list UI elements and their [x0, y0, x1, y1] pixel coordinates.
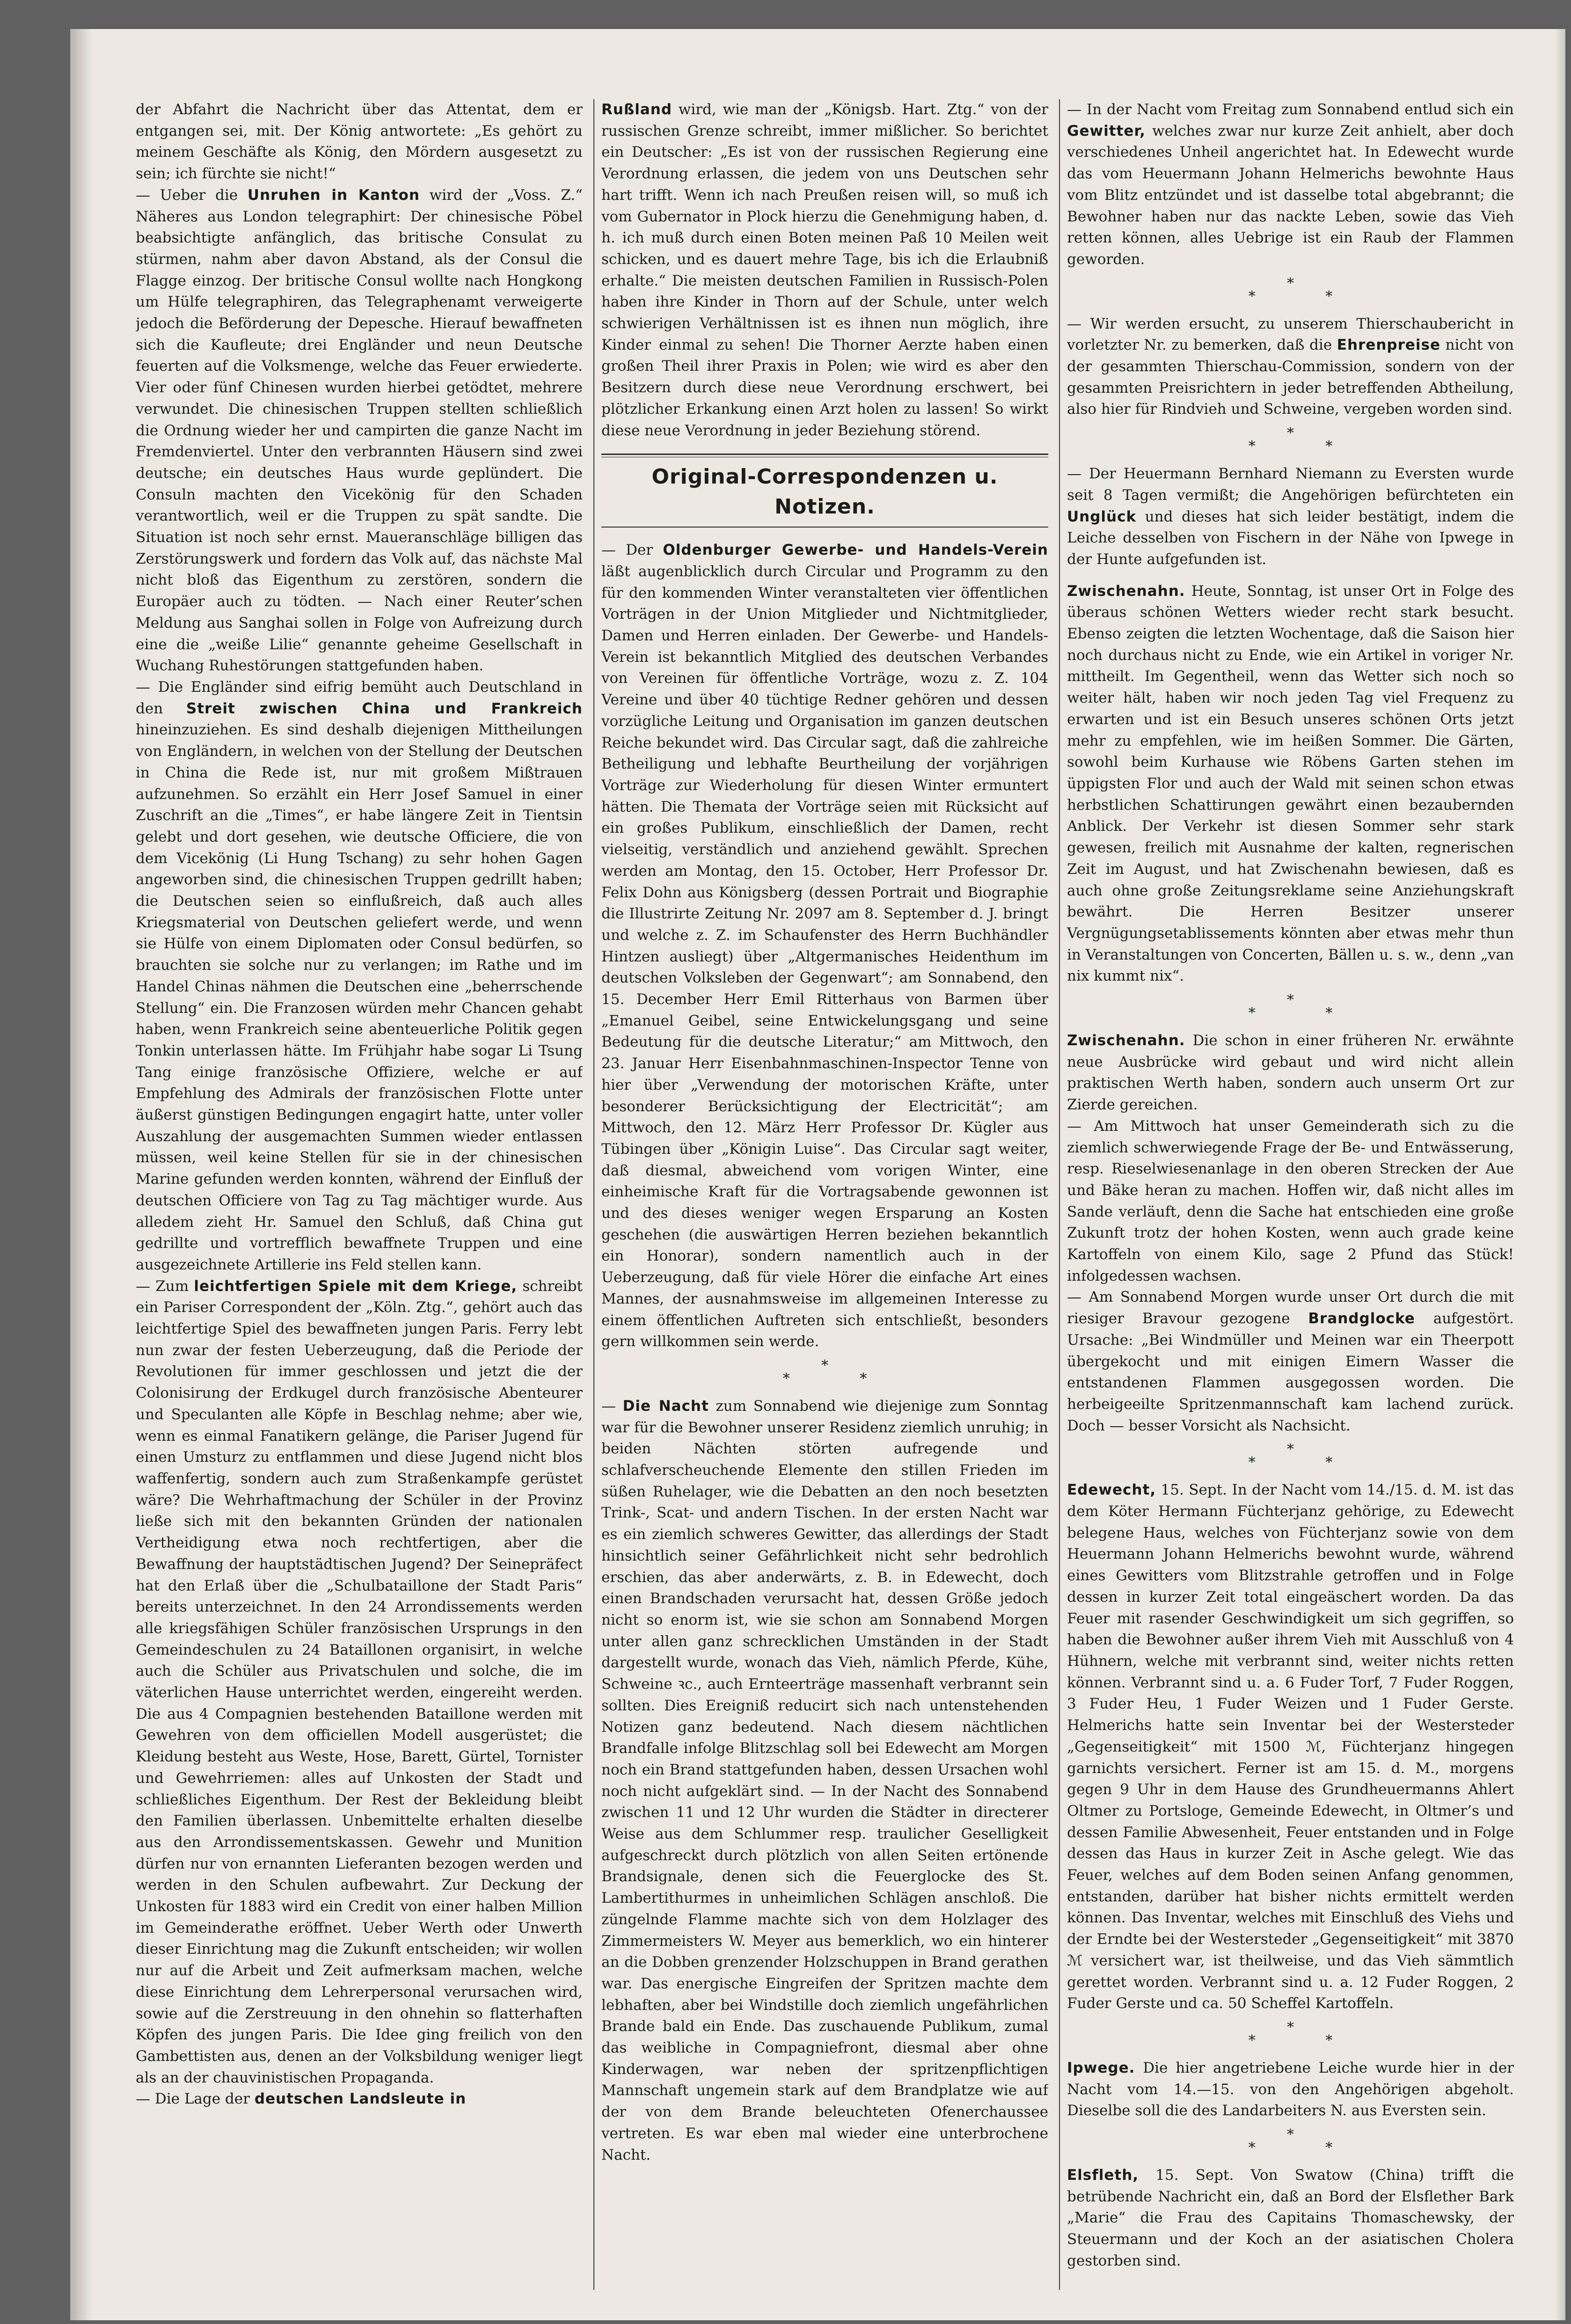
column-right: [1067, 99, 1514, 2290]
article-paragraph: — Wir werden ersucht, zu unserem Thierschaubericht in vorletzter Nr. zu bemerken, daß die Ehrenpreise nicht von der gesammten Thierschau-Commission, sondern von der gesammten Preisrichtern in jeder betreffenden Abtheilung, also hier für Rindvieh und Schweine, vergeben worden sind.: [1067, 315, 1514, 418]
article-paragraph: Zwischenahn. Die schon in einer früheren Nr. erwähnte neue Ausbrücke wird gebaut und wird nicht allein praktischen Werth haben, sondern auch unserm Ort zur Zierde gereichen.: [1067, 1032, 1514, 1114]
article-paragraph: — Die Lage der deutschen Landsleute in: [136, 2090, 467, 2108]
star-separator: * * *: [1248, 2019, 1366, 2049]
article-keyword: Die Nacht: [622, 1397, 709, 1415]
column-middle: [601, 99, 1048, 2290]
newspaper-page: [70, 29, 1565, 2320]
article-keyword: Unruhen in Kanton: [247, 186, 420, 204]
article-paragraph: Zwischenahn. Heute, Sonntag, ist unser Ort in Folge des überaus schönen Wetters wieder recht stark besucht. Ebenso zeigten die letzten Wochentage, daß die Saison hier noch durchaus nicht zu Ende, wie ein Artikel in voriger Nr. mittheilt. Im Gegentheil, wenn das Wetter sich noch so weiter hält, haben wir noch jeden Tag viel Frequenz zu erwarten und ist ein Besuch unseres schönen Orts jetzt mehr zu empfehlen, wie im heißen Sommer. Die Gärten, sowohl beim Kurhause wie Röbens Garten stehen im üppigsten Flor und auch der Wald mit seinen schon etwas herbstlichen Schattirungen gewährt einen bezaubernden Anblick. Der Verkehr ist diesen Sommer sehr stark gewesen, freilich mit Ausnahme der kalten, regnerischen Zeit im August, und hat Zwischenahn bewiesen, daß es auch ohne große Zeitungsreklame seine Anziehungskraft bewährt. Die Herren Besitzer unserer Vergnügungsetablissements könnten aber etwas mehr thun in Veranstaltungen von Concerten, Bällen u. s. w., denn „van nix kummt nix“.: [1067, 582, 1514, 985]
column-divider: [1059, 99, 1060, 2290]
page-edge: [1555, 29, 1565, 2320]
section-title: Original-Correspondenzen u. Notizen.: [651, 465, 998, 519]
column-grid: [136, 99, 1514, 2290]
section-header: [601, 454, 1048, 528]
dateline-place: Zwischenahn.: [1067, 582, 1185, 600]
article-keyword: Oldenburger Gewerbe- und Handels-Verein: [663, 542, 1048, 559]
article-paragraph: — Der Oldenburger Gewerbe- und Handels-Verein läßt augenblicklich durch Circular und Programm zu den für den kommenden Winter veranstalteten vier öffentlichen Vorträgen in der Union Mitglieder und Nichtmitglieder, Damen und Herren einladen. Der Gewerbe- und Handels-Verein ist bekanntlich Mitglied des deutschen Verbandes von Vereinen für öffentliche Vorträge, wozu z. Z. 104 Vereine und über 40 tüchtige Redner gehören und dessen vorzügliche Leitung und Organisation im ganzen deutschen Reiche bekundet wird. Das Circular sagt, daß die zahlreiche Betheiligung und lebhafte Beurtheilung der vorjährigen Vorträge zur Wiederholung für diesen Winter ermuntert hätten. Die Themata der Vorträge seien mit Rücksicht auf ein großes Publikum, einschließlich der Damen, recht vielseitig, verständlich und anziehend gewählt. Sprechen werden am Montag, den 15. October, Herr Professor Dr. Felix Dohn aus Königsberg (dessen Portrait und Biographie die Illustrirte Zeitung Nr. 2097 am 8. September d. J. bringt und welche z. Z. im Schaufenster des Herrn Buchhändler Hintzen ausliegt) über „Altgermanisches Heidenthum im deutschen Volksleben der Gegenwart“; am Sonnabend, den 15. December Herr Emil Ritterhaus von Barmen über „Emanuel Geibel, seine Entwickelungsgang und seine Bedeutung für die deutsche Literatur;“ am Mittwoch, den 23. Januar Herr Eisenbahnmaschinen-Inspector Tenne von hier über „Verwendung der motorischen Kräfte, unter besonderer Berücksichtigung der Electricität“; am Mittwoch, den 12. März Herr Professor Dr. Kügler aus Tübingen über „Königin Luise“. Das Circular sagt weiter, daß diesmal, abweichend vom vorigen Winter, eine einheimische Kraft für die Vortragsabende gewonnen ist und des dieses weniger wegen Ersparung an Kosten geschehen (die auswärtigen Herren beziehen bekanntlich ein Honorar), sondern namentlich auch in der Ueberzeugung, daß für viele Hörer die einfache Art eines Mannes, der ausnahmsweise im allgemeinen Interesse zu einem öffentlichen Auftreten sich entschließt, besonders gern willkommen sein werde.: [601, 542, 1048, 1350]
article-keyword: Rußland: [601, 101, 672, 118]
article-paragraph: — Die Engländer sind eifrig bemüht auch Deutschland in den Streit zwischen China und Frankreich hineinzuziehen. Es sind deshalb diejenigen Mittheilungen von Engländern, in welchen von der Stellung der Deutschen in China die Rede ist, nur mit großem Mißtrauen aufzunehmen. So erzählt ein Herr Josef Samuel in einer Zuschrift an die „Times“, er habe längere Zeit in Tientsin gelebt und dort gesehen, wie deutsche Officiere, die von dem Vicekönig (Li Hung Tschang) zu sehr hohen Gagen angeworben sind, die chinesischen Truppen gedrillt haben; die Deutschen seien so einflußreich, daß auch alles Kriegsmaterial von Deutschen geliefert werde, und wenn sie Hülfe von einem Diplomaten oder Consul bedürfen, so brauchten sie solche nur zu verlangen; im Rathe und im Handel Chinas nähmen die Deutschen eine „beherrschende Stellung“ ein. Die Franzosen würden mehr Chancen gehabt haben, wenn Frankreich seine abenteuerliche Politik gegen Tonkin unterlassen hätte. Im Frühjahr habe sogar Li Tsung Tang einige französische Offiziere, welche er auf Empfehlung des Admirals der französischen Flotte unter äußerst günstigen Bedingungen engagirt hatte, unter voller Auszahlung der ausgemachten Summen wieder entlassen müssen, weil keine Stellen für sie in der chinesischen Marine gefunden werden konnten, während der Einfluß der deutschen Officiere von Tag zu Tag mächtiger wurde. Aus alledem zieht Hr. Samuel den Schluß, daß China gut gedrillte und vortrefflich bewaffnete Truppen und eine ausgezeichnete Artillerie ins Feld stellen kann.: [136, 678, 583, 1273]
star-separator: * * *: [782, 1357, 900, 1387]
section-rule-top: [601, 454, 1048, 457]
article-paragraph: Elsfleth, 15. Sept. Von Swatow (China) trifft die betrübende Nachricht ein, daß an Bord der Elsflether Bark „Marie“ die Frau des Capitains Thomaschewsky, der Steuermann und der Koch an der asiatischen Cholera gestorben sind.: [1067, 2167, 1514, 2269]
article-keyword: Streit zwischen China und Frankreich: [186, 700, 583, 717]
article-paragraph: der Abfahrt die Nachricht über das Attentat, dem er entgangen sei, mit. Der König antwortete: „Es gehört zu meinem Geschäfte als König, den Mördern ausgesetzt zu sein; ich fürchte sie nicht!“: [136, 101, 583, 183]
article-paragraph: — Der Heuermann Bernhard Niemann zu Eversten wurde seit 8 Tagen vermißt; die Angehörigen befürchteten ein Unglück und dieses hat sich leider bestätigt, indem die Leiche desselben von Fischern in der Nähe von Ipwege in der Hunte aufgefunden ist.: [1067, 465, 1514, 568]
article-paragraph: — In der Nacht vom Freitag zum Sonnabend entlud sich ein Gewitter, welches zwar nur kurze Zeit anhielt, aber doch verschiedenes Unheil angerichtet hat. In Edewecht wurde das vom Heuermann Johann Helmerichs bewohnte Haus vom Blitz entzündet und ist dasselbe total abgebrannt; die Bewohner haben nur das nackte Leben, sowie das Vieh retten können, alles Uebrige ist ein Raub der Flammen geworden.: [1067, 101, 1514, 268]
article-keyword: Brandglocke: [1308, 1310, 1415, 1327]
article-paragraph: — Ueber die Unruhen in Kanton wird der „Voss. Z.“ Näheres aus London telegraphirt: Der chinesische Pöbel beabsichtigte anfänglich, das britische Consulat zu stürmen, nahm aber davon Abstand, als der Consul die Flagge einzog. Der britische Consul wollte nach Hongkong um Hülfe telegraphiren, das Telegraphenamt verweigerte jedoch die Beförderung der Depesche. Hierauf bewaffneten sich die Kaufleute; drei Engländer und neun Deutsche feuerten auf die Volksmenge, welche das Feuer erwiederte. Vier oder fünf Chinesen wurden hierbei getödtet, mehrere verwundet. Die chinesischen Truppen stellten schließlich die Ordnung wieder her und campirten die ganze Nacht im Fremdenviertel. Unter den verbrannten Häusern sind zwei deutsche; ein deutsches Haus wurde geplündert. Die Consuln machten den Vicekönig für den Schaden verantwortlich, weil er die Truppen zu spät sandte. Die Situation ist noch sehr ernst. Maueranschläge billigen das Zerstörungswerk und fordern das Volk auf, das nächste Mal nicht bloß das Eigenthum zu zerstören, sondern die Europäer auch zu tödten. — Nach einer Reuter’schen Meldung aus Sanghai sollen in Folge von Aufreizung durch eine die „weiße Lilie“ genannte geheime Gesellschaft in Wuchang Ruhestörungen stattgefunden haben.: [136, 186, 583, 674]
star-separator: * * *: [1248, 1441, 1366, 1471]
star-separator: * * *: [1248, 425, 1366, 455]
article-keyword: leichtfertigen Spiele mit dem Kriege,: [194, 1277, 518, 1295]
article-paragraph: — Am Sonnabend Morgen wurde unser Ort durch die mit riesiger Bravour gezogene Brandglocke aufgestört. Ursache: „Bei Windmüller und Meinen war ein Theerpott übergekocht und mit einigen Eimern Wasser die entstandenen Flammen ausgegossen worden. Die herbeigeeilte Spritzenmannschaft kam lachend zurück. Doch — besser Vorsicht als Nachsicht.: [1067, 1289, 1514, 1434]
article-keyword: deutschen Landsleute in: [254, 2090, 467, 2108]
article-paragraph: — Zum leichtfertigen Spiele mit dem Kriege, schreibt ein Pariser Correspondent der „Köln. Ztg.“, gehört auch das leichtfertige Spiel des bewaffneten jungen Paris. Ferry lebt nun zwar der festen Ueberzeugung, daß die Periode der Revolutionen für immer geschlossen und jetzt die der Colonisirung der Erdkugel durch französische Abenteurer und Speculanten alle Köpfe in Beschlag nehme; aber wie, wenn es einmal Fanatikern gelänge, die Pariser Jugend für einen Umsturz zu entflammen und diese Jugend nicht blos waffenfertig, sondern auch zum Straßenkampfe gerüstet wäre? Die Wehrhaftmachung der Schüler in der Provinz ließe sich mit den bekannten Gründen der nationalen Vertheidigung etwa noch rechtfertigen, aber die Bewaffnung der hauptstädtischen Jugend? Der Seinepräfect hat den Erlaß über die „Schulbataillone der Stadt Paris“ bereits unterzeichnet. In den 24 Arrondissements werden alle kriegsfähigen Schüler französischen Ursprungs in den Gemeindeschulen zu 24 Bataillonen organisirt, in welche auch die Schüler aus Privatschulen und solche, die im väterlichen Hause unterrichtet werden, eingereiht werden. Die aus 4 Compagnien bestehenden Bataillone werden mit Gewehren von dem officiellen Modell ausgerüstet; die Kleidung besteht aus Weste, Hose, Barett, Gürtel, Tornister und Gewehrriemen: alles auf Unkosten der Stadt und schließliches Eigenthum. Der Rest der Bekleidung bleibt den Familien überlassen. Unbemittelte erhalten dieselbe aus den Arrondissementskassen. Gewehr und Munition dürfen nur von ernannten Lieferanten bezogen werden und werden in den Schulen aufbewahrt. Zur Deckung der Unkosten für 1883 wird ein Credit von einer halben Million im Gemeinderathe eröffnet. Ueber Werth oder Unwerth dieser Einrichtung mag die Zukunft entscheiden; wir wollen nur auf die Arbeit und Zeit aufmerksam machen, welche diese Einrichtung dem Lehrerpersonal verursachen wird, sowie auf die Zerstreuung in den ohnehin so flatterhaften Köpfen des jungen Paris. Die Idee ging freilich von den Gambettisten aus, denen an der Volksbildung weniger liegt als an der chauvinistischen Propaganda.: [136, 1277, 583, 2086]
article-keyword: Ehrenpreise: [1337, 337, 1440, 354]
star-separator: * * *: [1248, 2126, 1366, 2156]
star-separator: * * *: [1248, 275, 1366, 305]
article-paragraph: Edewecht, 15. Sept. In der Nacht vom 14./15. d. M. ist das dem Köter Hermann Füchterjanz gehörige, zu Edewecht belegene Haus, welches von Füchterjanz sowie von dem Heuermann Johann Helmerichs bewohnt wurde, während eines Gewitters vom Blitzstrahle getroffen und in Folge dessen in kurzer Zeit total eingeäschert worden. Da das Feuer mit rasender Geschwindigkeit um sich gegriffen, so haben die Bewohner außer ihrem Vieh mit Ausschluß von 4 Hühnern, welche mit verbrannt sind, weiter nichts retten können. Verbrannt sind u. a. 6 Fuder Torf, 7 Fuder Roggen, 3 Fuder Heu, 1 Fuder Weizen und 1 Fuder Gerste. Helmerichs hatte sein Inventar bei der Westersteder „Gegenseitigkeit“ mit 1500 ℳ, Füchterjanz hingegen garnichts versichert. Ferner ist am 15. d. M., morgens gegen 9 Uhr in dem Hause des Grundheuermanns Ahlert Oltmer zu Portsloge, Gemeinde Edewecht, in Oltmer’s und dessen Familie Abwesenheit, Feuer entstanden und in Folge dessen das Haus in kurzer Zeit in Asche gelegt. Wie das Feuer, welches auf dem Boden seinen Anfang genommen, entstanden, darüber hat bisher nichts ermittelt werden können. Das Inventar, welches mit Einschluß des Viehs und der Erndte bei der Westersteder „Gegenseitigkeit“ mit 3870 ℳ versichert war, ist theilweise, und das Vieh sämmtlich gerettet worden. Verbrannt sind u. a. 12 Fuder Roggen, 2 Fuder Gerste und ca. 50 Scheffel Kartoffeln.: [1067, 1481, 1514, 2012]
article-keyword: Unglück: [1067, 508, 1137, 525]
article-paragraph: — Am Mittwoch hat unser Gemeinderath sich zu die ziemlich schwerwiegende Frage der Be- und Entwässerung, resp. Rieselwiesenanlage in den oberen Strecken der Aue und Bäke heran zu machen. Hoffen wir, daß nicht alles im Sande verläuft, denn die Sache hat entschieden eine große Zukunft trotz der hohen Kosten, wenn auch grade keine Kartoffeln von einem Kilo, sage 2 Pfund das Stück! infolgedessen wachsen.: [1067, 1117, 1514, 1284]
column-left: [136, 99, 583, 2290]
binding-shadow: [70, 29, 92, 2320]
column-divider: [593, 99, 594, 2290]
article-paragraph: Ipwege. Die hier angetriebene Leiche wurde hier in der Nacht vom 14.—15. von den Angehörigen abgeholt. Dieselbe soll die des Landarbeiters N. aus Eversten sein.: [1067, 2059, 1514, 2119]
article-paragraph: — Die Nacht zum Sonnabend wie diejenige zum Sonntag war für die Bewohner unserer Residenz ziemlich unruhig; in beiden Nächten störten aufregende und schlafverscheuchende Elemente den stillen Frieden im süßen Ruhelager, wie die Debatten an den noch besetzten Trink-, Scat- und andern Tischen. In der ersten Nacht war es ein ziemlich schweres Gewitter, das allerdings der Stadt hinsichtlich seiner Gefährlichkeit nicht sehr bedrohlich erschien, das aber anderwärts, z. B. in Edewecht, doch einen Brandschaden verursacht hat, dessen Größe jedoch nicht so enorm ist, wie sie schon am Sonnabend Morgen unter allen ganz schrecklichen Umständen in der Stadt dargestellt wurde, wonach das Vieh, nämlich Pferde, Kühe, Schweine ꝛc., auch Ernteerträge massenhaft verbrannt sein sollten. Dies Ereigniß reducirt sich nach untenstehenden Notizen ganz bedeutend. Nach diesem nächtlichen Brandfalle infolge Blitzschlag soll bei Edewecht am Morgen noch ein Brand stattgefunden haben, dessen Ursachen wohl noch nicht aufgeklärt sind. — In der Nacht des Sonnabend zwischen 11 und 12 Uhr wurden die Städter in directerer Weise aus dem Schlummer resp. traulicher Geselligkeit aufgeschreckt durch plötzlich von allen Seiten ertönende Brandsignale, denen sich die Feuerglocke des St. Lambertithurmes in unheimlichen Schlägen anschloß. Die züngelnde Flamme machte sich von dem Holzlager des Zimmermeisters W. Meyer aus bemerklich, wo ein hinterer an die Dobben grenzender Holzschuppen in Brand gerathen war. Das energische Eingreifen der Spritzen machte dem lebhaften, aber bei Windstille doch ziemlich ungefährlichen Brande bald ein Ende. Das zuschauende Publikum, zumal das weibliche in Compagniefront, diesmal aber ohne Kinderwagen, war neben der spritzenpflichtigen Mannschaft ungemein stark auf dem Brandplatze wie auf der von dem Brande beleuchteten Ofenerchaussee vertreten. Es war eben mal wieder eine unterbrochene Nacht.: [601, 1397, 1048, 2163]
dateline-place: Elsfleth,: [1067, 2167, 1139, 2184]
article-keyword: Gewitter,: [1067, 122, 1146, 139]
dateline-place: Edewecht,: [1067, 1481, 1156, 1499]
spacer: [1067, 571, 1514, 581]
star-separator: * * *: [1248, 992, 1366, 1022]
section-rule-bottom: [601, 527, 1048, 528]
article-paragraph: Rußland wird, wie man der „Königsb. Hart. Ztg.“ von der russischen Grenze schreibt, immer mißlicher. So berichtet ein Deutscher: „Es ist von der russischen Regierung eine Verordnung erlassen, die jedem von uns Deutschen sehr hart trifft. Wenn ich nach Preußen reisen will, so muß ich vom Gubernator in Plock hierzu die Genehmigung haben, d. h. ich muß durch einen Boten meinen Paß 10 Meilen weit schicken, und es dauert mehre Tage, bis ich die Erlaubniß erhalte.“ Die meisten deutschen Familien in Russisch-Polen haben ihre Kinder in Thorn auf der Schule, unter welch schwierigen Verhältnissen ist es ihnen nun möglich, ihre Kinder einmal zu sehen! Die Thorner Aerzte haben einen großen Theil ihrer Praxis in Polen; wie wird es aber den Besitzern durch diese neue Verordnung erschwert, bei plötzlicher Erkankung einen Arzt holen zu lassen! So wirkt diese neue Verordnung in jeder Beziehung störend.: [601, 101, 1048, 439]
dateline-place: Ipwege.: [1067, 2059, 1135, 2076]
dateline-place: Zwischenahn.: [1067, 1032, 1185, 1049]
